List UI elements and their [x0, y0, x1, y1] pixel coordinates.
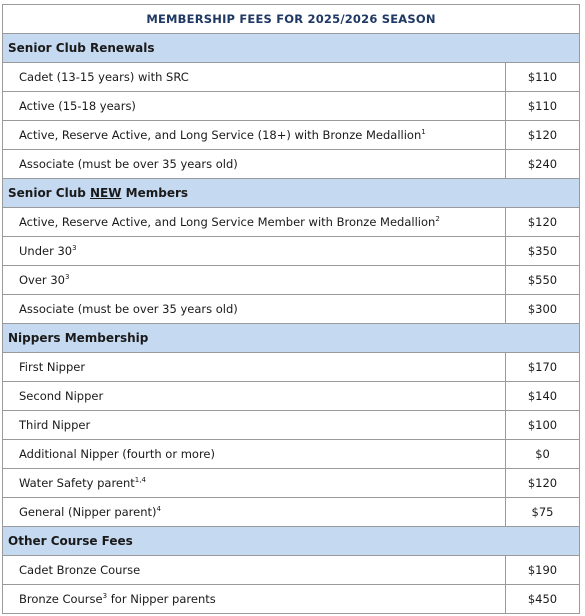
fee-label: Cadet (13-15 years) with SRC — [3, 63, 506, 92]
fee-label: Additional Nipper (fourth or more) — [3, 440, 506, 469]
footnote-marker: 3 — [64, 273, 70, 282]
fee-price: $300 — [506, 295, 580, 324]
table-row — [3, 295, 580, 324]
table-row — [3, 440, 580, 469]
fee-label: Over $30^3$ — [3, 266, 506, 295]
section-heading: Senior Club Renewals — [3, 34, 580, 63]
footnote-marker: 3 — [102, 592, 108, 601]
fee-price: $0 — [506, 440, 580, 469]
fee-label: Active (15-18 years) — [3, 92, 506, 121]
table-row — [3, 63, 580, 92]
footnote-marker: 1,4 — [134, 476, 146, 485]
fee-price: $110 — [506, 63, 580, 92]
section-header-renewals — [3, 34, 580, 63]
title-row — [3, 5, 580, 34]
fee-price: $450 — [506, 585, 580, 614]
section-header-new-members — [3, 179, 580, 208]
fee-price: $350 — [506, 237, 580, 266]
section-header-nippers — [3, 324, 580, 353]
fee-label: Cadet Bronze Course — [3, 556, 506, 585]
fee-label: Bronze Course$^3$ for Nipper parents — [3, 585, 506, 614]
table-row — [3, 121, 580, 150]
table-row — [3, 585, 580, 614]
fee-label: Water Safety parent$^{1,4}$ — [3, 469, 506, 498]
table-row — [3, 92, 580, 121]
fee-price: $75 — [506, 498, 580, 527]
fee-price: $170 — [506, 353, 580, 382]
fee-price: $110 — [506, 92, 580, 121]
table-row — [3, 353, 580, 382]
section-heading: Other Course Fees — [3, 527, 580, 556]
section-header-courses — [3, 527, 580, 556]
fee-price: $120 — [506, 469, 580, 498]
fee-label: Active, Reserve Active, and Long Service Member with Bronze Medallion$^2$ — [3, 208, 506, 237]
footnote-marker: 3 — [72, 244, 77, 253]
footnote-marker: 1 — [421, 128, 426, 137]
table-row — [3, 498, 580, 527]
fee-label: Under $30^3$ — [3, 237, 506, 266]
fee-price: $100 — [506, 411, 580, 440]
fee-price: $240 — [506, 150, 580, 179]
fee-label: First Nipper — [3, 353, 506, 382]
fee-label: Active, Reserve Active, and Long Service (18+) with Bronze Medallion$^1$ — [3, 121, 506, 150]
fee-label: Associate (must be over 35 years old) — [3, 295, 506, 324]
fee-label: Second Nipper — [3, 382, 506, 411]
fee-price: $120 — [506, 121, 580, 150]
fee-price: $120 — [506, 208, 580, 237]
table-row — [3, 556, 580, 585]
footnote-marker: 4 — [156, 505, 161, 514]
table-row — [3, 469, 580, 498]
table-title: MEMBERSHIP FEES FOR 2025/2026 SEASON — [3, 5, 580, 34]
fee-price: $140 — [506, 382, 580, 411]
table-row — [3, 411, 580, 440]
fee-price: $190 — [506, 556, 580, 585]
fee-label: Associate (must be over 35 years old) — [3, 150, 506, 179]
section-heading: Nippers Membership — [3, 324, 580, 353]
footnote-marker: 2 — [435, 215, 440, 224]
fee-label: Third Nipper — [3, 411, 506, 440]
fee-price: $550 — [506, 266, 580, 295]
table-row — [3, 150, 580, 179]
fee-label: General (Nipper parent)$^4$ — [3, 498, 506, 527]
new-emphasis: NEW — [90, 186, 122, 200]
section-heading: Senior Club NEW Members — [3, 179, 580, 208]
table-row — [3, 382, 580, 411]
table-row — [3, 208, 580, 237]
table-row — [3, 237, 580, 266]
membership-fees-table — [2, 4, 580, 614]
table-row — [3, 266, 580, 295]
